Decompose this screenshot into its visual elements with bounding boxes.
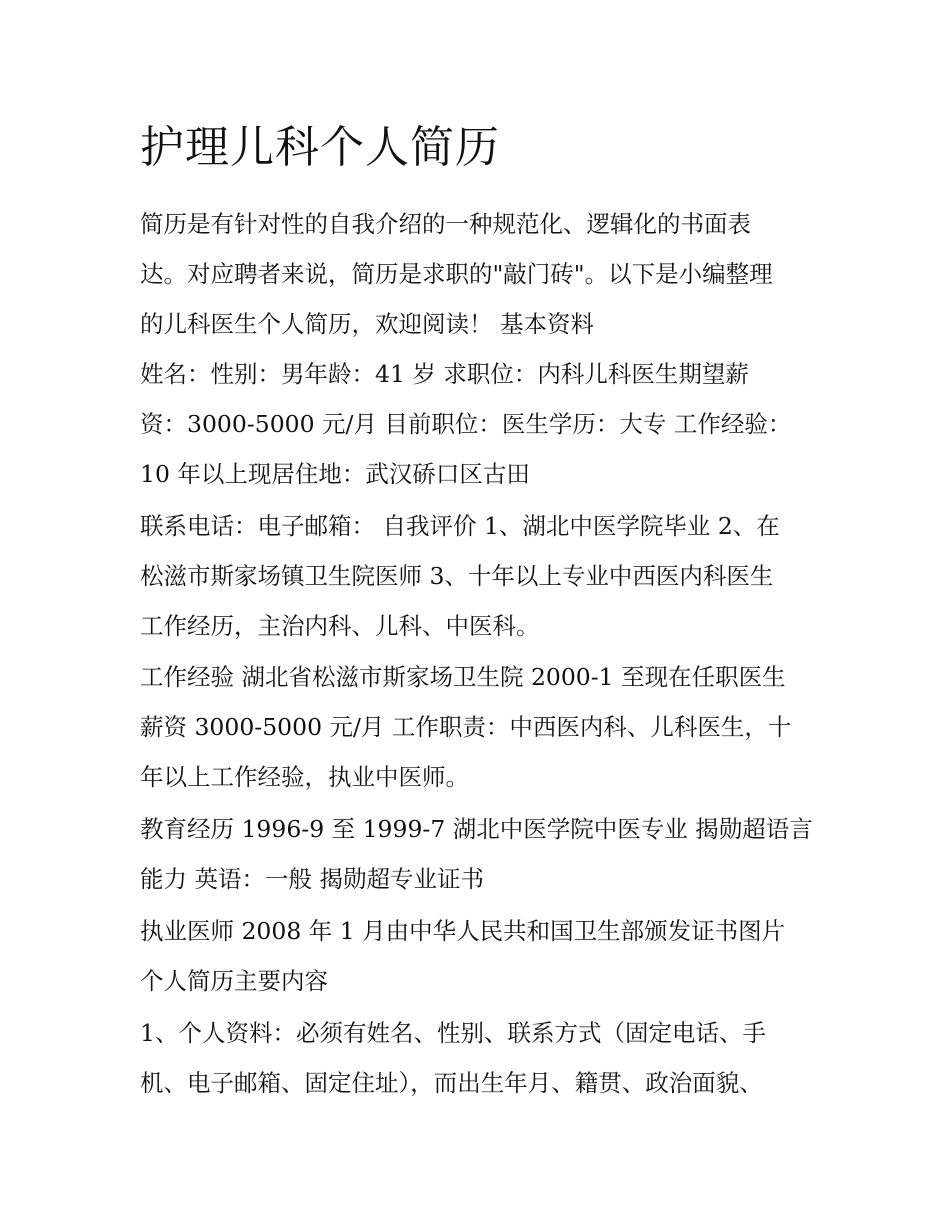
body-line-9: 工作经历，主治内科、儿科、中医科。 xyxy=(140,612,540,640)
body-line-12: 年以上工作经验，执业中医师。 xyxy=(140,763,469,791)
body-line-14: 能力 英语：一般 揭勋超专业证书 xyxy=(140,865,484,893)
body-line-8: 松滋市斯家场镇卫生院医师 3、十年以上专业中西医内科医生 xyxy=(140,562,774,590)
body-line-7: 联系电话：电子邮箱： 自我评价 1、湖北中医学院毕业 2、在 xyxy=(140,512,780,540)
document-title: 护理儿科个人简历 xyxy=(140,122,500,173)
body-line-3: 的儿科医生个人简历，欢迎阅读！ 基本资料 xyxy=(140,310,594,338)
body-line-18: 机、电子邮箱、固定住址），而出生年月、籍贯、政治面貌、 xyxy=(140,1069,763,1097)
body-line-15: 执业医师 2008 年 1 月由中华人民共和国卫生部颁发证书图片 xyxy=(140,917,786,945)
body-line-16: 个人简历主要内容 xyxy=(140,967,328,995)
body-line-5: 资：3000-5000 元/月 目前职位：医生学历：大专 工作经验： xyxy=(140,410,792,438)
body-line-17: 1、个人资料：必须有姓名、性别、联系方式（固定电话、手 xyxy=(140,1019,766,1047)
body-line-10: 工作经验 湖北省松滋市斯家场卫生院 2000-1 至现在任职医生 xyxy=(140,663,786,691)
body-line-1: 简历是有针对性的自我介绍的一种规范化、逻辑化的书面表 xyxy=(140,210,751,238)
body-line-2: 达。对应聘者来说，简历是求职的"敲门砖"。以下是小编整理 xyxy=(140,260,773,288)
body-line-11: 薪资 3000-5000 元/月 工作职责：中西医内科、儿科医生，十 xyxy=(140,713,792,741)
body-line-6: 10 年以上现居住地：武汉硚口区古田 xyxy=(140,460,530,488)
body-line-13: 教育经历 1996-9 至 1999-7 湖北中医学院中医专业 揭勋超语言 xyxy=(140,815,813,843)
body-line-4: 姓名：性别：男年龄：41 岁 求职位：内科儿科医生期望薪 xyxy=(140,360,749,388)
